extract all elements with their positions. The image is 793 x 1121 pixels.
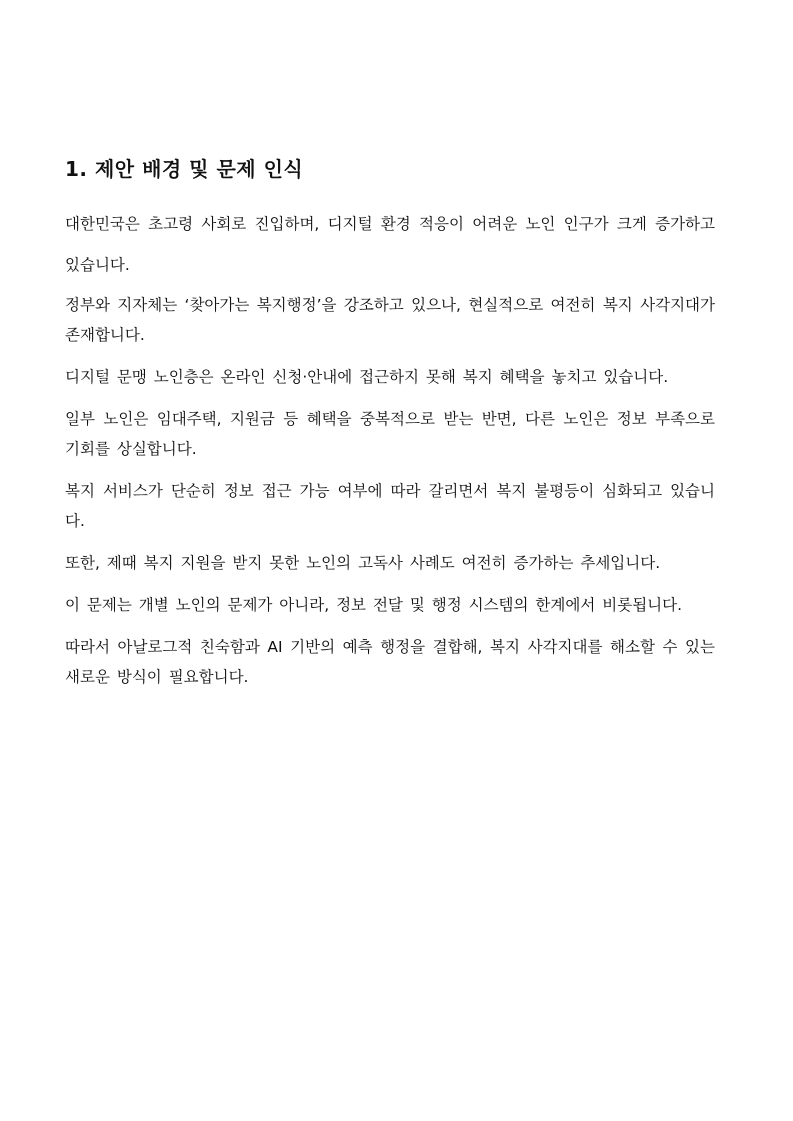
paragraph-3: 디지털 문맹 노인층은 온라인 신청·안내에 접근하지 못해 복지 혜택을 놓치고 있습니다. [65,368,669,386]
document-page [65,152,715,704]
paragraph-5: 복지 서비스가 단순히 정보 접근 가능 여부에 따라 갈리면서 복지 불평등이 심화되고 있습니다. [65,482,715,530]
paragraph-1: 대한민국은 초고령 사회로 진입하며, 디지털 환경 적응이 어려운 노인 인구가 크게 증가하고 있습니다. [65,215,715,274]
paragraph-8: 따라서 아날로그적 친숙함과 AI 기반의 예측 행정을 결합해, 복지 사각지대를 해소할 수 있는 새로운 방식이 필요합니다. [65,638,715,686]
paragraph-7: 이 문제는 개별 노인의 문제가 아니라, 정보 전달 및 행정 시스템의 한계에서 비롯됩니다. [65,596,683,614]
section-heading: 1. 제안 배경 및 문제 인식 [65,157,304,181]
paragraph-6: 또한, 제때 복지 지원을 받지 못한 노인의 고독사 사례도 여전히 증가하는 추세입니다. [65,554,661,572]
paragraph-2: 정부와 지자체는 ‘찾아가는 복지행정’을 강조하고 있으나, 현실적으로 여전히 복지 사각지대가 존재합니다. [65,296,715,344]
paragraph-4: 일부 노인은 임대주택, 지원금 등 혜택을 중복적으로 받는 반면, 다른 노인은 정보 부족으로 기회를 상실합니다. [65,410,715,458]
